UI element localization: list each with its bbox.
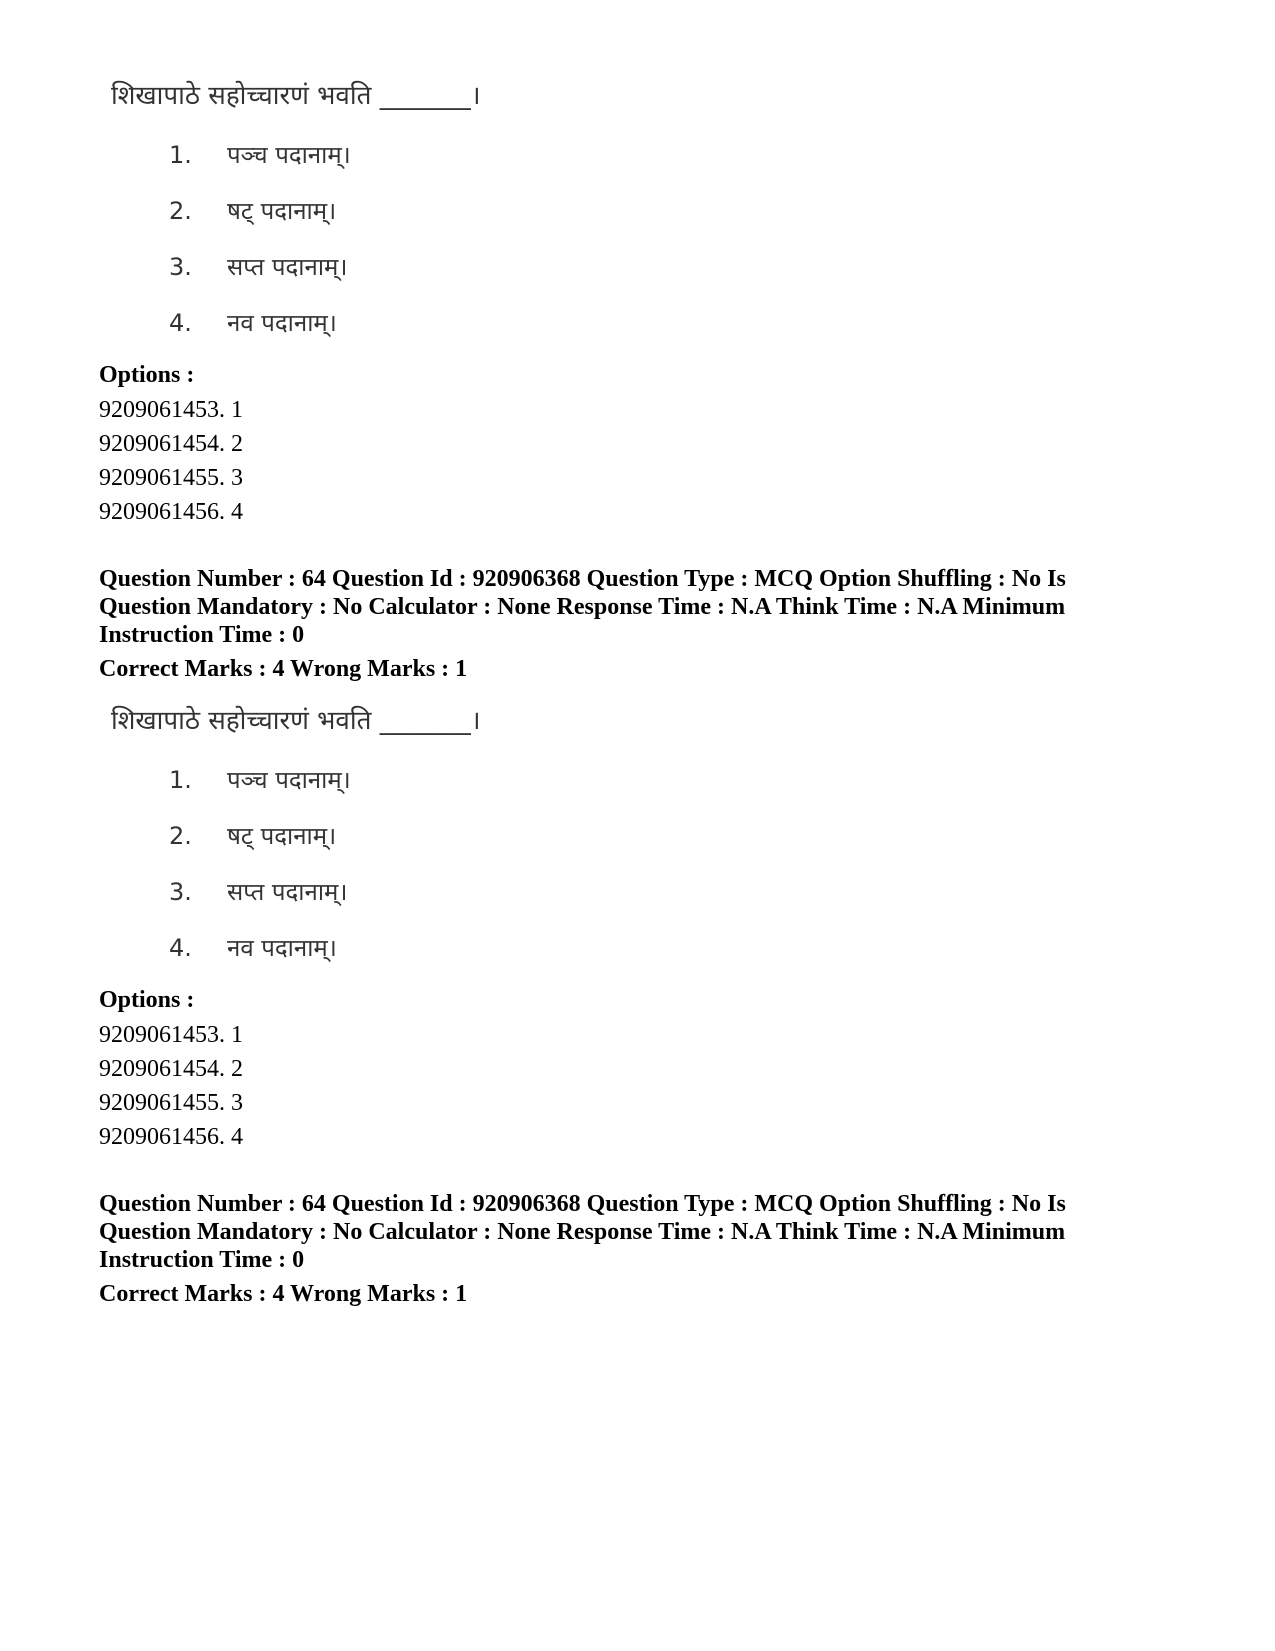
- choice-2: [169, 819, 336, 852]
- choice-number: 4.: [169, 309, 192, 337]
- question-image-1: [99, 76, 499, 356]
- options-section-2: [99, 986, 1189, 1154]
- question-stem: शिखापाठे सहोच्चारणं भवति _______।: [111, 81, 481, 111]
- meta-line-2: Question Mandatory : No Calculator : None Response Time : N.A Think Time : N.A Minimum: [99, 1219, 1066, 1245]
- choice-1: [169, 763, 351, 796]
- choice-4: [169, 306, 337, 339]
- choice-1: [169, 138, 351, 171]
- question-meta-2: [99, 1190, 1189, 1308]
- option-4: 9209061456. 4: [99, 499, 243, 525]
- choice-text: पञ्च पदानाम्।: [227, 766, 351, 794]
- question-image-2: [99, 701, 499, 981]
- choice-3: [169, 250, 348, 283]
- meta-line-3: Instruction Time : 0: [99, 622, 305, 648]
- meta-line-2: Question Mandatory : No Calculator : None Response Time : N.A Think Time : N.A Minimum: [99, 594, 1066, 620]
- choice-number: 2.: [169, 197, 192, 225]
- option-3: 9209061455. 3: [99, 1090, 243, 1116]
- choice-text: नव पदानाम्।: [227, 309, 337, 337]
- options-section-1: [99, 361, 1189, 529]
- choice-text: सप्त पदानाम्।: [227, 878, 348, 906]
- option-4: 9209061456. 4: [99, 1124, 243, 1150]
- option-1: 9209061453. 1: [99, 397, 243, 423]
- choice-number: 1.: [169, 141, 192, 169]
- choice-number: 2.: [169, 822, 192, 850]
- choice-number: 3.: [169, 253, 192, 281]
- choice-3: [169, 875, 348, 908]
- meta-line-1: Question Number : 64 Question Id : 920906368 Question Type : MCQ Option Shuffling : No Is: [99, 1191, 1066, 1217]
- option-1: 9209061453. 1: [99, 1022, 243, 1048]
- choice-text: पञ्च पदानाम्।: [227, 141, 351, 169]
- question-meta-1: [99, 565, 1189, 683]
- choice-number: 4.: [169, 934, 192, 962]
- option-3: 9209061455. 3: [99, 465, 243, 491]
- choice-2: [169, 194, 336, 227]
- option-2: 9209061454. 2: [99, 431, 243, 457]
- choice-text: सप्त पदानाम्।: [227, 253, 348, 281]
- options-label: Options :: [99, 987, 195, 1013]
- choice-number: 3.: [169, 878, 192, 906]
- choice-number: 1.: [169, 766, 192, 794]
- marks-line: Correct Marks : 4 Wrong Marks : 1: [99, 656, 468, 682]
- choice-text: षट् पदानाम्।: [227, 197, 337, 225]
- question-stem: शिखापाठे सहोच्चारणं भवति _______।: [111, 706, 481, 736]
- meta-line-3: Instruction Time : 0: [99, 1247, 305, 1273]
- option-2: 9209061454. 2: [99, 1056, 243, 1082]
- choice-text: षट् पदानाम्।: [227, 822, 337, 850]
- choice-text: नव पदानाम्।: [227, 934, 337, 962]
- marks-line: Correct Marks : 4 Wrong Marks : 1: [99, 1281, 468, 1307]
- meta-line-1: Question Number : 64 Question Id : 920906368 Question Type : MCQ Option Shuffling : No Is: [99, 566, 1066, 592]
- options-label: Options :: [99, 362, 195, 388]
- choice-4: [169, 931, 337, 964]
